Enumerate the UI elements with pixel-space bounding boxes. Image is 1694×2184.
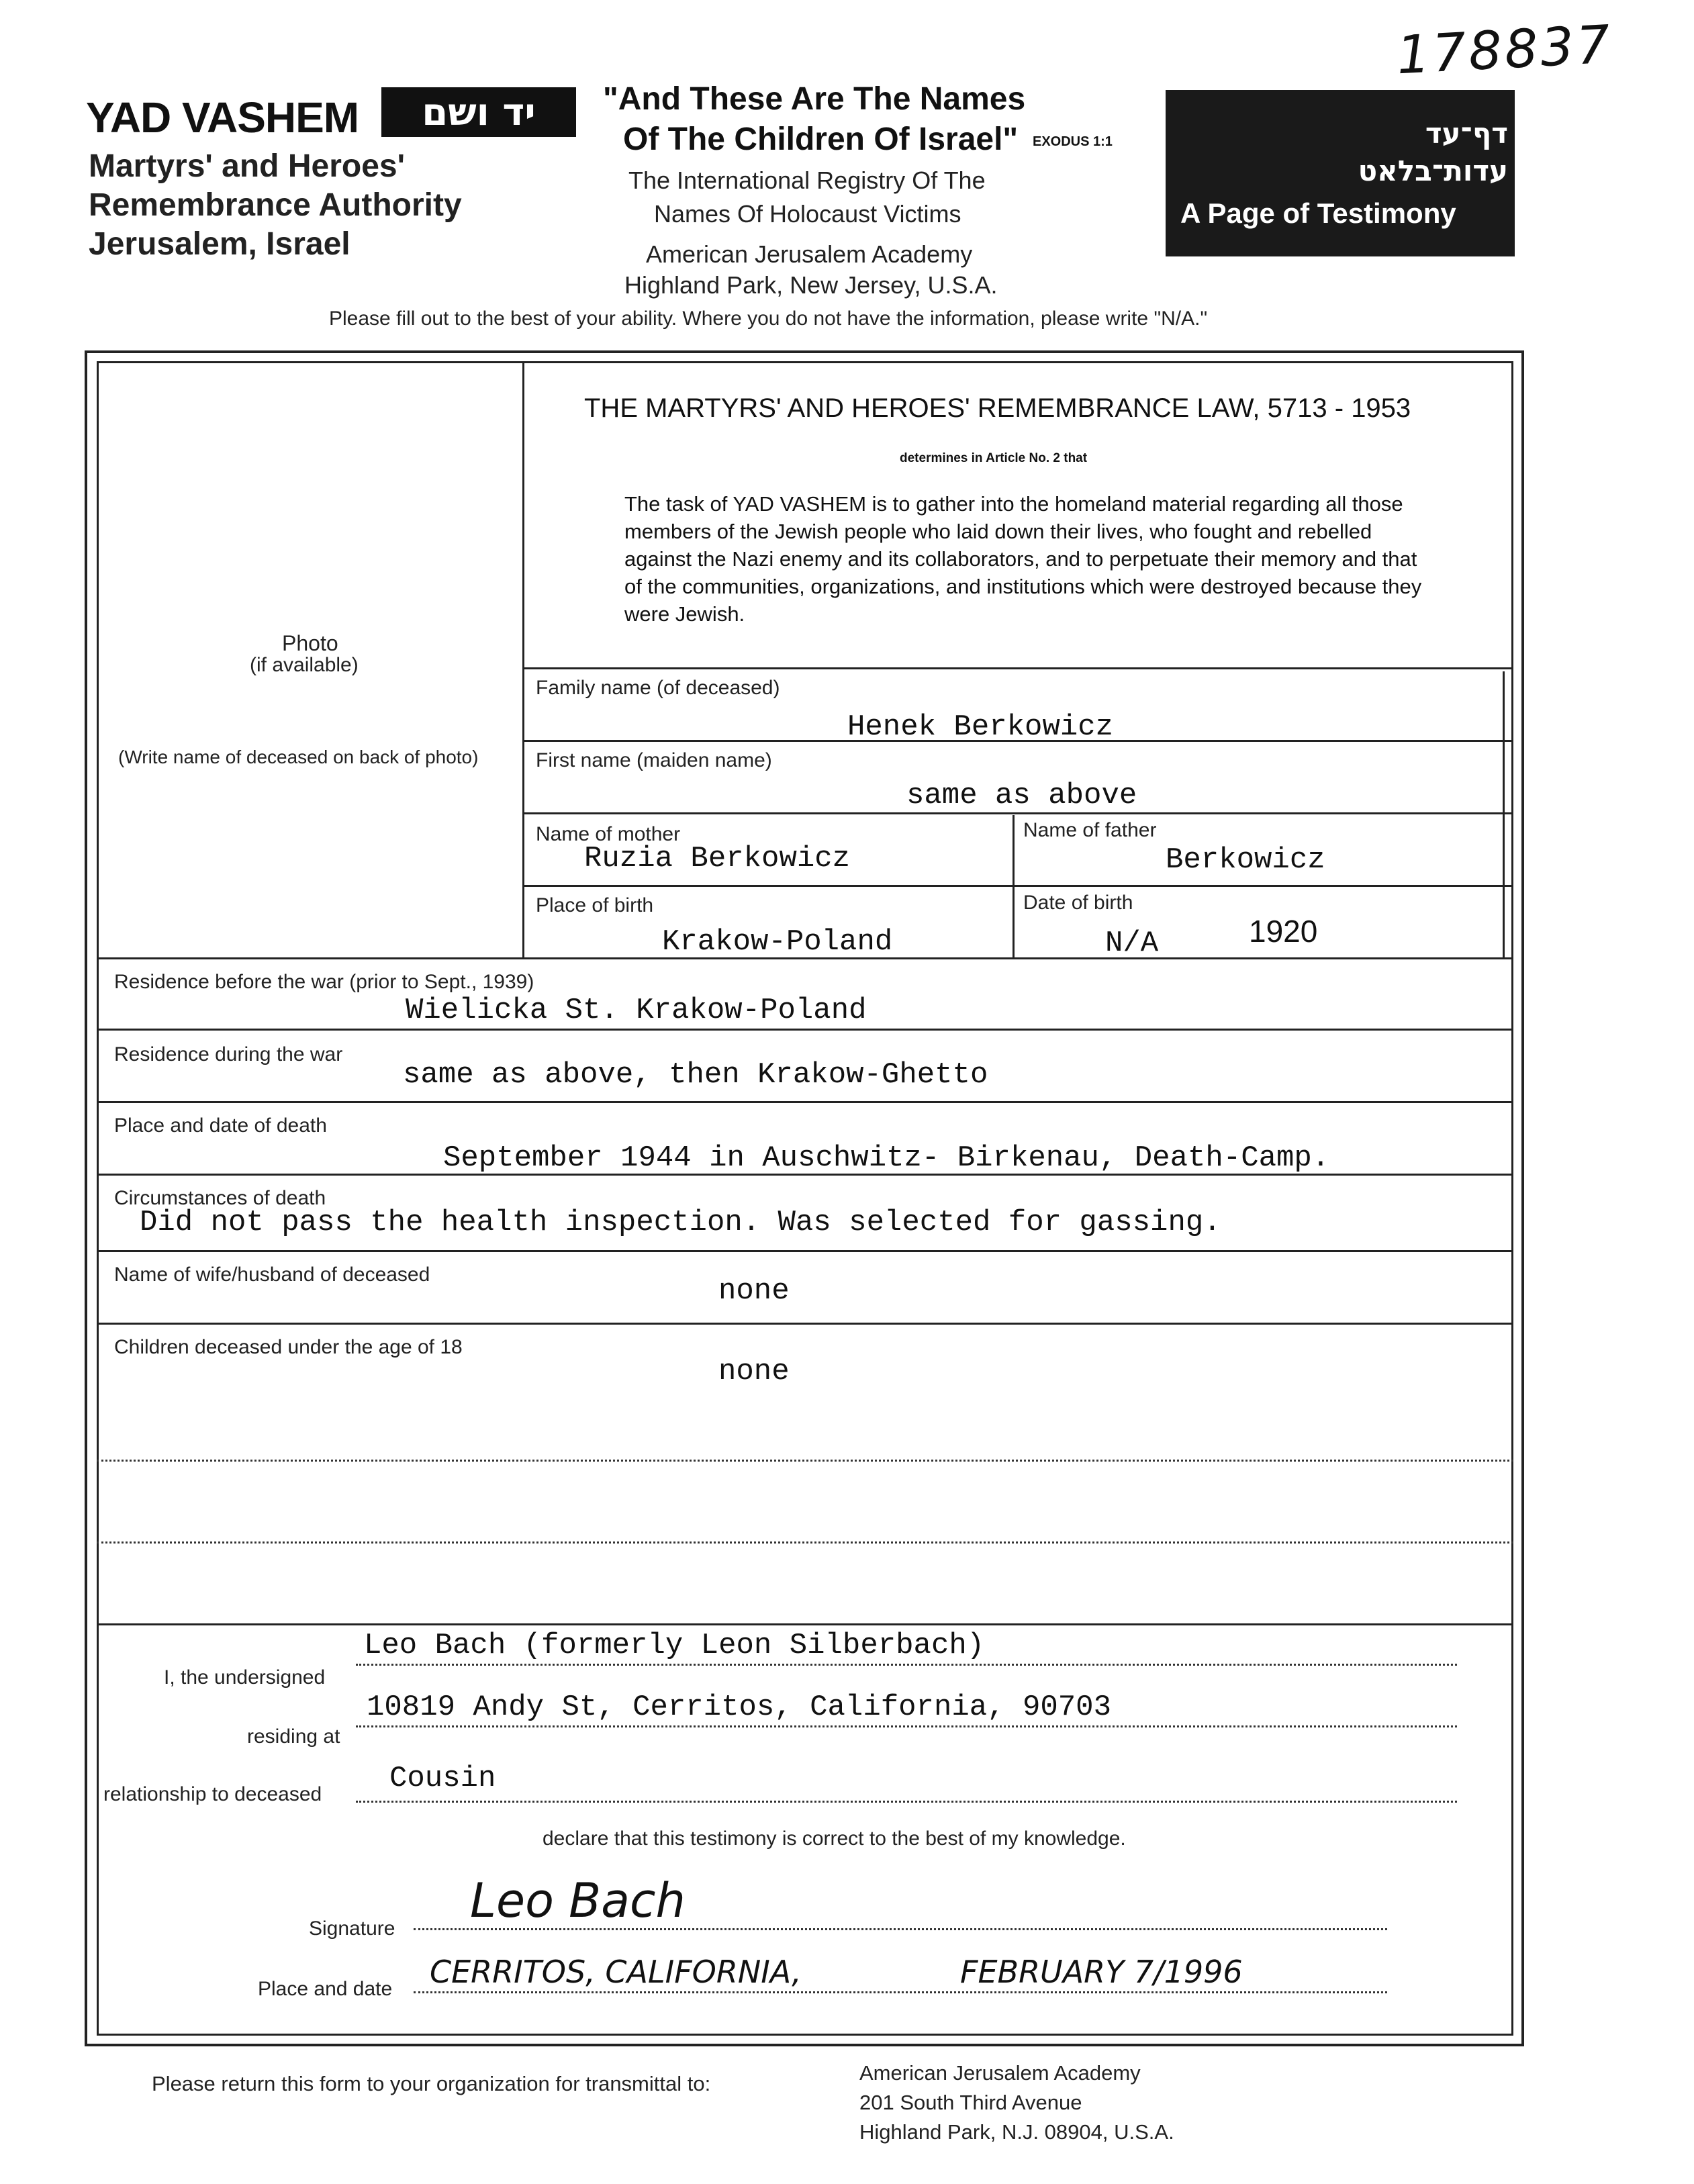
instructions: Please fill out to the best of your ability. Where you do not have the information, please write "N/A." [329,307,1208,330]
residence-during-value[interactable]: same as above, then Krakow-Ghetto [403,1058,988,1092]
registry-line-3: American Jerusalem Academy [646,240,973,268]
rule-first-name [522,812,1513,814]
death-label: Place and date of death [114,1114,327,1137]
testimony-label: A Page of Testimony [1180,197,1456,229]
law-body: The task of YAD VASHEM is to gather into the homeland material regarding all those members of the Jewish people who laid down their lives, who fought and rebelled against the Nazi enemy and its collaborators, and to perpetuate their memory and that of the communities, organizations, and institutions which were destroyed because they were Jewish. [624,492,1422,626]
place-date-label: Place and date [258,1978,393,2000]
registry-line-2: Names Of Holocaust Victims [654,200,961,228]
children-value[interactable]: none [718,1355,790,1388]
rule-spouse [97,1323,1513,1325]
photo-label-sub: (if available) [250,654,359,676]
relationship-line [356,1801,1457,1803]
quote-line-2: Of The Children Of Israel" [623,122,1019,157]
right-edge-divider [1503,671,1505,959]
father-label: Name of father [1023,819,1157,841]
address-line-1: American Jerusalem Academy [859,2061,1141,2085]
photo-note: (Write name of deceased on back of photo) [118,747,479,767]
mother-label: Name of mother [536,823,681,845]
relationship-label: relationship to deceased [103,1783,322,1805]
date-of-birth-label: Date of birth [1023,892,1133,914]
address-line-3: Highland Park, N.J. 08904, U.S.A. [859,2120,1174,2144]
date-of-birth-year[interactable]: 1920 [1249,914,1318,949]
undersigned-value[interactable]: Leo Bach (formerly Leon Silberbach) [364,1629,985,1662]
rule-residence-during [97,1101,1513,1103]
rule-children-bottom [97,1623,1513,1625]
first-name-value[interactable]: same as above [906,779,1137,812]
residing-line [356,1725,1457,1727]
death-value[interactable]: September 1944 in Auschwitz- Birkenau, Death-Camp. [443,1141,1330,1175]
testimony-hebrew-line-2: עדות־בלאט [1358,154,1508,187]
rule-parents [522,885,1513,887]
org-name: YAD VASHEM [86,93,359,142]
circumstances-value[interactable]: Did not pass the health inspection. Was selected for gassing. [140,1206,1221,1239]
photo-column-divider [522,361,524,959]
document-number: 178837 [1395,14,1614,87]
law-title: THE MARTYRS' AND HEROES' REMEMBRANCE LAW, 5713 - 1953 [584,393,1411,423]
org-line-2: Remembrance Authority [89,187,462,223]
children-label: Children deceased under the age of 18 [114,1336,463,1358]
org-line-3: Jerusalem, Israel [89,226,350,262]
parents-divider [1013,815,1015,959]
mother-value[interactable]: Ruzia Berkowicz [584,842,851,875]
residence-before-value[interactable]: Wielicka St. Krakow-Poland [406,994,867,1027]
place-date-value[interactable]: CERRITOS, CALIFORNIA, [430,1954,802,1990]
rule-circumstances [97,1250,1513,1252]
circumstances-label: Circumstances of death [114,1187,326,1209]
signature-label: Signature [309,1917,395,1940]
first-name-label: First name (maiden name) [536,749,772,771]
residence-during-label: Residence during the war [114,1043,343,1065]
photo-label: Photo [282,631,338,655]
return-instructions: Please return this form to your organization for transmittal to: [152,2072,711,2095]
exodus-reference: EXODUS 1:1 [1033,134,1113,149]
testimony-hebrew-line-1: דף־עד [1425,117,1508,150]
signature[interactable]: Leo Bach [470,1873,686,1928]
undersigned-line [356,1664,1457,1666]
residing-value[interactable]: 10819 Andy St, Cerritos, California, 90703 [367,1691,1111,1724]
place-of-birth-value[interactable]: Krakow-Poland [662,925,893,959]
place-of-birth-label: Place of birth [536,894,654,916]
date-value[interactable]: FEBRUARY 7/1996 [960,1954,1243,1990]
father-value[interactable]: Berkowicz [1166,843,1325,877]
signature-line [414,1928,1387,1930]
dotted-rule-2 [97,1541,1513,1544]
address-line-2: 201 South Third Avenue [859,2091,1082,2114]
place-date-line [414,1991,1387,1993]
rule-residence-before [97,1029,1513,1031]
family-name-value[interactable]: Henek Berkowicz [847,710,1114,744]
page-of-testimony-badge [1166,90,1515,256]
registry-line-4: Highland Park, New Jersey, U.S.A. [624,271,998,299]
spouse-label: Name of wife/husband of deceased [114,1264,430,1286]
law-subtitle: determines in Article No. 2 that [900,451,1088,465]
relationship-value[interactable]: Cousin [389,1762,496,1795]
registry-line-1: The International Registry Of The [628,167,986,194]
spouse-value[interactable]: none [718,1274,790,1308]
rule-law-bottom [522,667,1513,669]
declare-text: declare that this testimony is correct to the best of my knowledge. [543,1827,1126,1850]
residing-label: residing at [247,1725,340,1748]
dotted-rule-1 [97,1460,1513,1462]
org-line-1: Martyrs' and Heroes' [89,148,405,184]
quote-line-1: "And These Are The Names [603,81,1026,117]
undersigned-label: I, the undersigned [164,1666,326,1689]
date-of-birth-na[interactable]: N/A [1105,927,1159,960]
residence-before-label: Residence before the war (prior to Sept., 1939) [114,971,534,993]
org-logo-hebrew: יד ושם [381,87,576,137]
family-name-label: Family name (of deceased) [536,677,780,699]
